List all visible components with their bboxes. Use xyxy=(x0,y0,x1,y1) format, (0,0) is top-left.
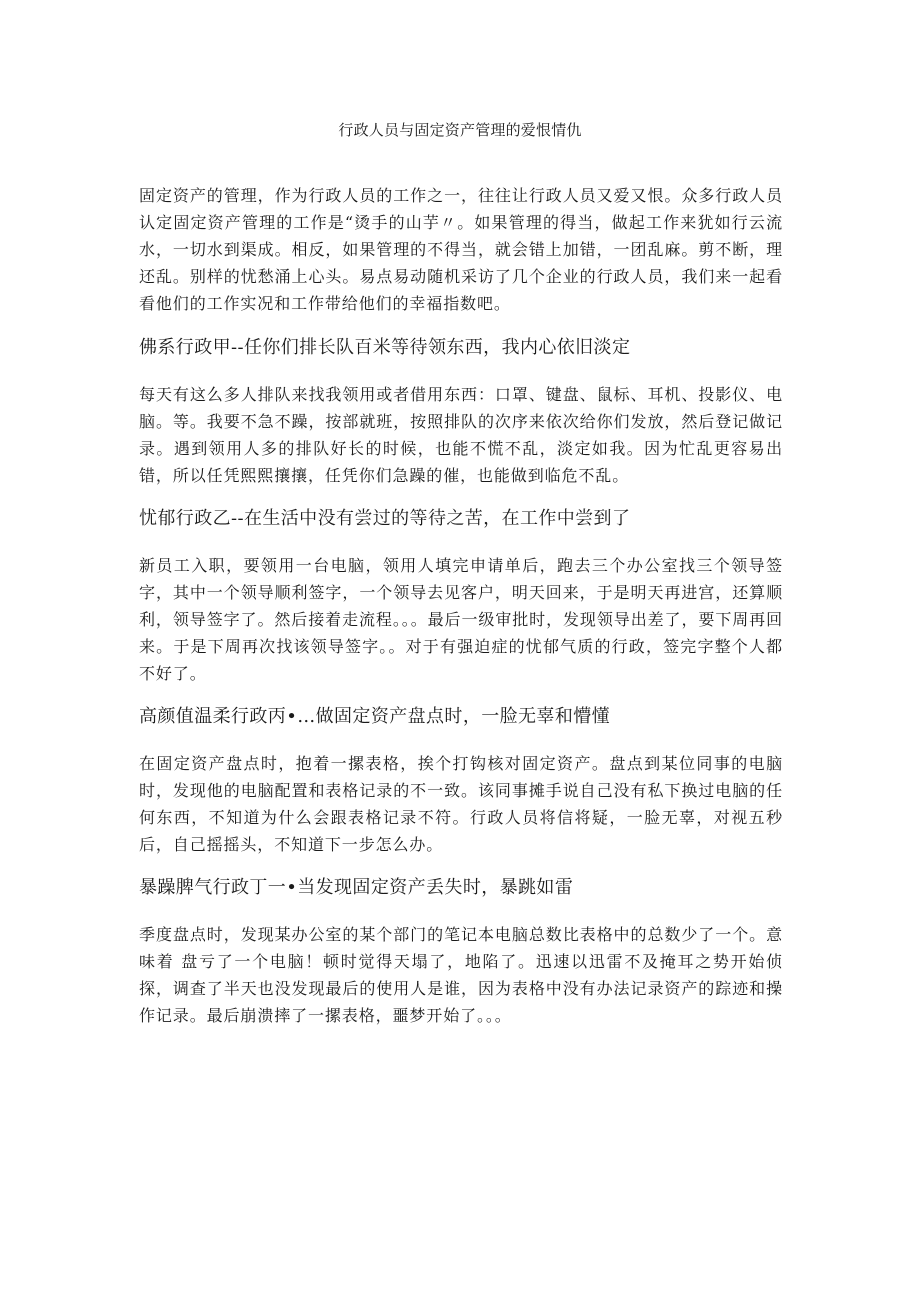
section-body-3: 在固定资产盘点时，抱着一摞表格，挨个打钩核对固定资产。盘点到某位同事的电脑时，发现他的电脑配置和表格记录的不一致。该同事摊手说自己没有私下换过电脑的任何东西，不知道为什么会跟表格记录不符。行政人员将信将疑，一脸无辜，对视五秒后，自己摇摇头，不知道下一步怎么办。 xyxy=(139,754,783,854)
section-heading-2: 忧郁行政乙--在生活中没有尝过的等待之苦，在工作中尝到了 xyxy=(139,508,631,529)
section-heading-4: 暴躁脾气行政丁一•当发现固定资产丢失时，暴跳如雷 xyxy=(139,877,574,898)
section-body-2: 新员工入职，要领用一台电脑，领用人填完申请单后，跑去三个办公室找三个领导签字，其中一个领导顺利签字，一个领导去见客户，明天回来，于是明天再进宫，还算顺利，领导签字了。然后接着走流程。。。最后一级审批时，发现领导出差了，要下周再回来。于是下周再次找该领导签字。。对于有强迫症的忧郁气质的行政，签完字整个人都不好了。 xyxy=(139,556,783,683)
document-title: 行政人员与固定资产管理的爱恨情仇 xyxy=(338,121,582,139)
section-heading-1: 佛系行政甲--任你们排长队百米等待领东西，我内心依旧淡定 xyxy=(139,337,631,358)
document-body xyxy=(139,182,783,1029)
section-heading-3: 高颜值温柔行政丙•…做固定资产盘点时，一脸无辜和懵懂 xyxy=(139,706,611,727)
intro-paragraph: 固定资产的管理，作为行政人员的工作之一，往往让行政人员又爱又恨。众多行政人员认定固定资产管理的工作是“烫手的山芋〃。如果管理的得当，做起工作来犹如行云流水，一切水到渠成。相反，如果管理的不得当，就会错上加错，一团乱麻。剪不断，理还乱。别样的忧愁涌上心头。易点易动随机采访了几个企业的行政人员，我们来一起看看他们的工作实况和工作带给他们的幸福指数吧。 xyxy=(139,186,783,313)
section-body-4: 季度盘点时，发现某办公室的某个部门的笔记本电脑总数比表格中的总数少了一个。意味着 盘亏了一个电脑！顿时觉得天塌了，地陷了。迅速以迅雷不及掩耳之势开始侦探，调查了半天也没发现最后的使用人是谁，因为表格中没有办法记录资产的踪迹和操作记录。最后崩溃摔了一摞表格，噩梦开始了。。。 xyxy=(139,925,783,1025)
section-body-1: 每天有这么多人排队来找我领用或者借用东西：口罩、键盘、鼠标、耳机、投影仪、电脑。等。我要不急不躁，按部就班，按照排队的次序来依次给你们发放，然后登记做记录。遇到领用人多的排队好长的时候，也能不慌不乱，淡定如我。因为忙乱更容易出错，所以任凭熙熙攘攘，任凭你们急躁的催，也能做到临危不乱。 xyxy=(139,385,783,485)
